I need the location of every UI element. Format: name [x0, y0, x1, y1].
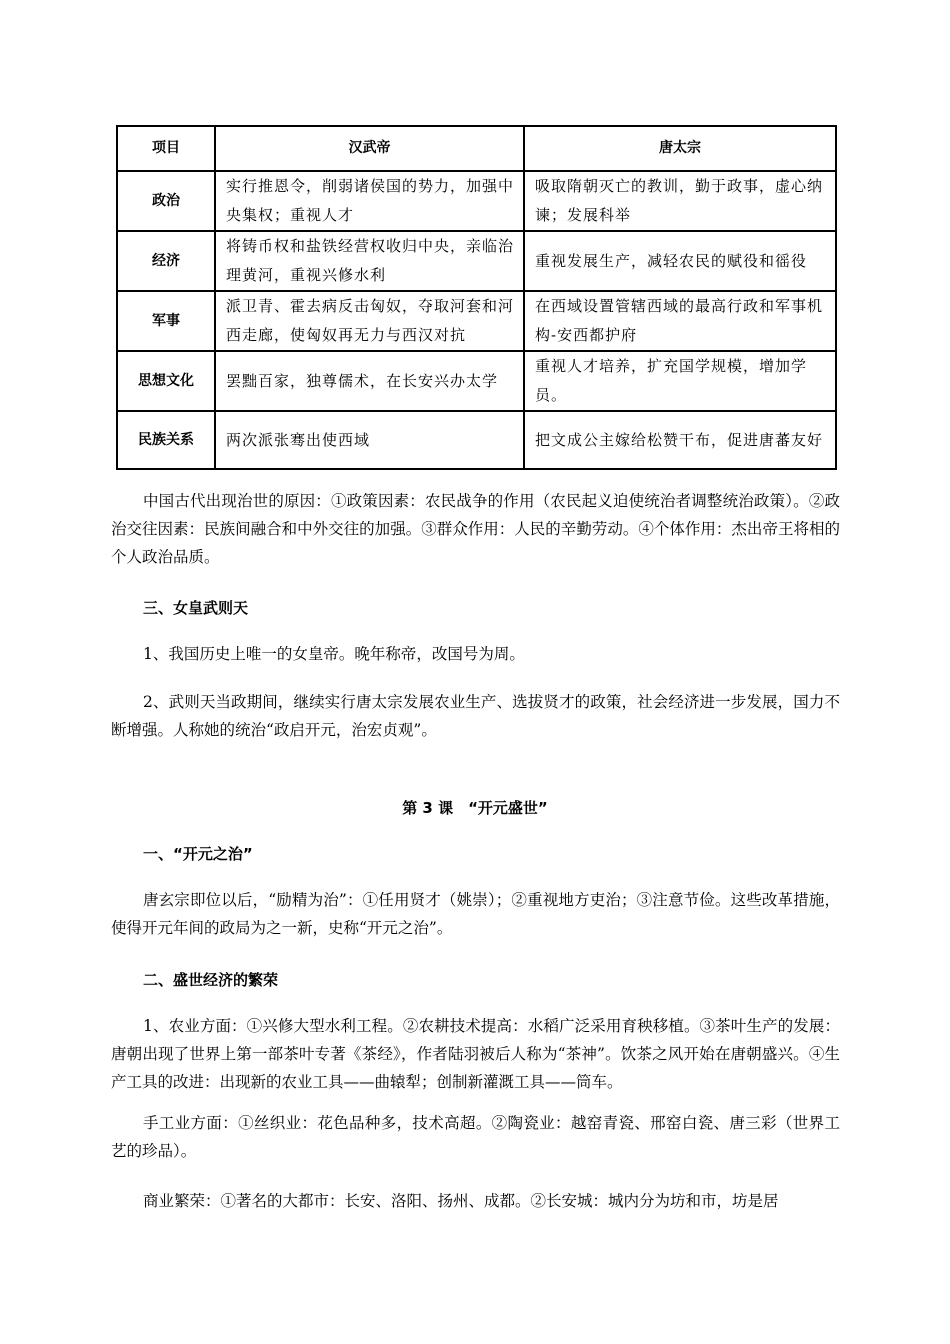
agriculture-paragraph: 1、农业方面：①兴修大型水利工程。②农耕技术提高：水稻广泛采用育秧移植。③茶叶生产的发展：唐朝出现了世界上第一部茶叶专著《茶经》，作者陆羽被后人称为“茶神”。饮茶之风开始在唐朝盛兴。④生产工具的改进：出现新的农业工具——曲辕犁；创制新灌溉工具——筒车。 — [111, 1017, 840, 1091]
row-tang-cell: 吸取隋朝灭亡的教训，勤于政事，虚心纳谏；发展科举 — [524, 171, 836, 231]
table-header-row — [117, 126, 836, 171]
header-tang-taizong: 唐太宗 — [524, 126, 836, 171]
section-heading-wu-zetian: 三、女皇武则天 — [143, 599, 249, 617]
row-han-cell: 罢黜百家，独尊儒术，在长安兴办太学 — [215, 351, 524, 411]
kaiyuan-paragraph: 唐玄宗即位以后，“励精为治”：①任用贤才（姚崇）；②重视地方吏治；③注意节俭。这些改革措施，使得开元年间的政局为之一新，史称“开元之治”。 — [111, 891, 840, 937]
row-tang-cell: 重视人才培养，扩充国学规模，增加学员。 — [524, 351, 836, 411]
row-item: 思想文化 — [117, 351, 215, 411]
section-heading-kaiyuan: 一、“开元之治” — [143, 845, 253, 863]
section-heading-economy: 二、盛世经济的繁荣 — [143, 971, 279, 989]
lesson-title: 第 3 课 “开元盛世” — [402, 799, 548, 817]
wu-paragraph-1: 1、我国历史上唯一的女皇帝。晚年称帝，改国号为周。 — [143, 645, 525, 663]
header-han-wudi: 汉武帝 — [215, 126, 524, 171]
row-item: 政治 — [117, 171, 215, 231]
row-han-cell: 将铸币权和盐铁经营权收归中央，亲临治理黄河，重视兴修水利 — [215, 231, 524, 291]
handicraft-paragraph: 手工业方面：①丝织业：花色品种多，技术高超。②陶瓷业：越窑青瓷、邢窑白瓷、唐三彩（世界工艺的珍品）。 — [111, 1114, 840, 1160]
row-item: 军事 — [117, 291, 215, 351]
table-row — [117, 231, 836, 291]
row-han-cell: 两次派张骞出使西域 — [215, 411, 524, 469]
row-tang-cell: 在西域设置管辖西域的最高行政和军事机构-安西都护府 — [524, 291, 836, 351]
reasons-paragraph: 中国古代出现治世的原因：①政策因素：农民战争的作用（农民起义迫使统治者调整统治政策）。②政治交往因素：民族间融合和中外交往的加强。③群众作用：人民的辛勤劳动。④个体作用：杰出帝王将相的个人政治品质。 — [111, 492, 840, 566]
table-row — [117, 291, 836, 351]
header-item: 项目 — [117, 126, 215, 171]
commerce-paragraph: 商业繁荣：①著名的大都市：长安、洛阳、扬州、成都。②长安城：城内分为坊和市，坊是居 — [143, 1192, 779, 1210]
table-row — [117, 411, 836, 469]
row-han-cell: 实行推恩令，削弱诸侯国的势力，加强中央集权；重视人才 — [215, 171, 524, 231]
row-han-cell: 派卫青、霍去病反击匈奴，夺取河套和河西走廊，使匈奴再无力与西汉对抗 — [215, 291, 524, 351]
row-item: 民族关系 — [117, 411, 215, 469]
row-tang-cell: 把文成公主嫁给松赞干布，促进唐蕃友好 — [524, 411, 836, 469]
comparison-table — [116, 125, 837, 470]
row-item: 经济 — [117, 231, 215, 291]
table-row — [117, 351, 836, 411]
row-tang-cell: 重视发展生产，减轻农民的赋役和徭役 — [524, 231, 836, 291]
wu-paragraph-2: 2、武则天当政期间，继续实行唐太宗发展农业生产、选拔贤才的政策，社会经济进一步发展，国力不断增强。人称她的统治“政启开元，治宏贞观”。 — [111, 693, 840, 739]
table-row — [117, 171, 836, 231]
